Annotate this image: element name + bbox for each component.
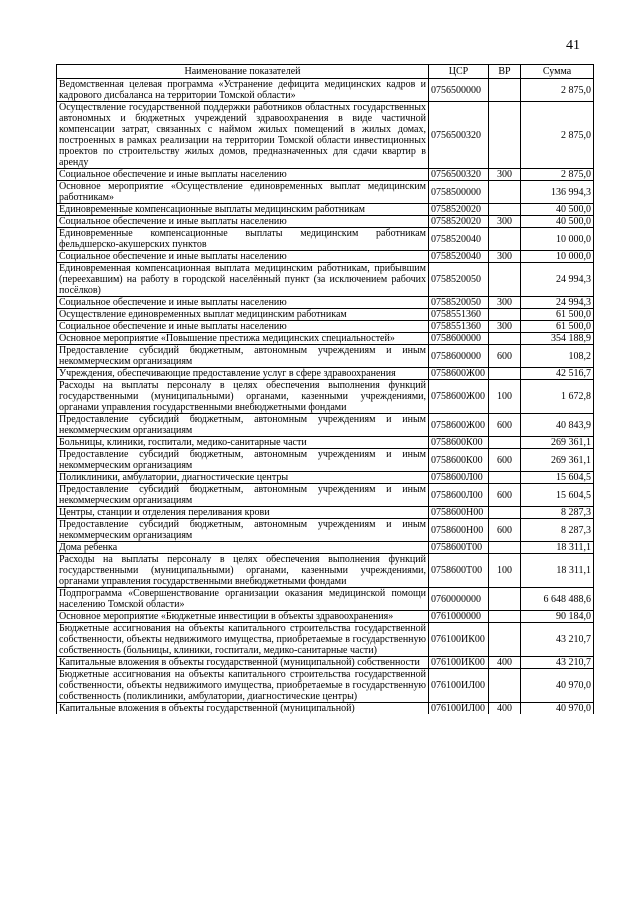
cell-csr: 0758520020 [429, 216, 489, 228]
cell-name: Основное мероприятие «Повышение престижа медицинских специальностей» [57, 333, 429, 345]
table-row [57, 297, 594, 309]
cell-name: Предоставление субсидий бюджетным, автономным учреждениям и иным некоммерческим организациям [57, 484, 429, 507]
cell-vr: 600 [489, 345, 521, 368]
cell-csr: 0758600Л00 [429, 484, 489, 507]
cell-csr: 0758600000 [429, 333, 489, 345]
cell-csr: 0758600К00 [429, 437, 489, 449]
cell-sum: 2 875,0 [521, 102, 594, 169]
cell-vr: 300 [489, 321, 521, 333]
cell-name: Дома ребенка [57, 542, 429, 554]
cell-sum: 90 184,0 [521, 611, 594, 623]
cell-vr [489, 437, 521, 449]
cell-vr [489, 309, 521, 321]
cell-name: Расходы на выплаты персоналу в целях обеспечения выполнения функций государственными (муниципальными) органами, казенными учреждениями, органами управления государственными внебюджетными фондами [57, 554, 429, 588]
table-row [57, 309, 594, 321]
cell-csr: 0758600К00 [429, 449, 489, 472]
table-row [57, 228, 594, 251]
table-row [57, 79, 594, 102]
cell-name: Предоставление субсидий бюджетным, автономным учреждениям и иным некоммерческим организациям [57, 414, 429, 437]
cell-csr: 0756500320 [429, 102, 489, 169]
cell-vr: 600 [489, 414, 521, 437]
cell-sum: 61 500,0 [521, 321, 594, 333]
table-row [57, 263, 594, 297]
cell-vr: 600 [489, 449, 521, 472]
cell-sum: 40 970,0 [521, 703, 594, 715]
cell-csr: 0758600Ж00 [429, 380, 489, 414]
cell-vr: 600 [489, 519, 521, 542]
cell-csr: 0758520020 [429, 204, 489, 216]
table-row [57, 554, 594, 588]
cell-csr: 0758551360 [429, 309, 489, 321]
table-row [57, 204, 594, 216]
header-row [57, 65, 594, 79]
cell-name: Предоставление субсидий бюджетным, автономным учреждениям и иным некоммерческим организациям [57, 519, 429, 542]
table-row [57, 623, 594, 657]
header-vr: ВР [489, 65, 521, 79]
page-number: 41 [566, 38, 580, 53]
cell-vr [489, 542, 521, 554]
cell-csr: 0758600Л00 [429, 472, 489, 484]
table-row [57, 449, 594, 472]
cell-csr: 0758600Ж00 [429, 414, 489, 437]
table-row [57, 181, 594, 204]
cell-sum: 24 994,3 [521, 263, 594, 297]
cell-vr [489, 204, 521, 216]
table-body [57, 79, 594, 715]
table-row [57, 472, 594, 484]
cell-sum: 269 361,1 [521, 449, 594, 472]
cell-name: Основное мероприятие «Осуществление единовременных выплат медицинским работникам» [57, 181, 429, 204]
cell-vr: 600 [489, 484, 521, 507]
cell-csr: 076100ИЛ00 [429, 703, 489, 715]
cell-vr [489, 588, 521, 611]
cell-name: Единовременная компенсационная выплата медицинским работникам, прибывшим (переехавшим) на работу в городской населённый пункт (за исключением рабочих посёлков) [57, 263, 429, 297]
table-row [57, 484, 594, 507]
cell-csr: 0758600Ж00 [429, 368, 489, 380]
table-row [57, 380, 594, 414]
cell-vr: 100 [489, 554, 521, 588]
cell-sum: 2 875,0 [521, 79, 594, 102]
cell-sum: 43 210,7 [521, 657, 594, 669]
table-row [57, 437, 594, 449]
cell-name: Подпрограмма «Совершенствование организации оказания медицинской помощи населению Томской области» [57, 588, 429, 611]
cell-sum: 8 287,3 [521, 519, 594, 542]
cell-vr [489, 611, 521, 623]
cell-name: Единовременные компенсационные выплаты медицинским работникам [57, 204, 429, 216]
table-row [57, 321, 594, 333]
cell-csr: 0758520050 [429, 263, 489, 297]
cell-csr: 0758600Т00 [429, 542, 489, 554]
cell-sum: 136 994,3 [521, 181, 594, 204]
table-row [57, 368, 594, 380]
cell-sum: 43 210,7 [521, 623, 594, 657]
cell-sum: 18 311,1 [521, 542, 594, 554]
cell-name: Предоставление субсидий бюджетным, автономным учреждениям и иным некоммерческим организациям [57, 449, 429, 472]
cell-sum: 108,2 [521, 345, 594, 368]
cell-name: Социальное обеспечение и иные выплаты населению [57, 251, 429, 263]
table-row [57, 519, 594, 542]
cell-name: Капитальные вложения в объекты государственной (муниципальной) собственности [57, 657, 429, 669]
cell-vr [489, 472, 521, 484]
cell-vr: 400 [489, 703, 521, 715]
cell-sum: 40 970,0 [521, 669, 594, 703]
cell-csr: 0756500320 [429, 169, 489, 181]
cell-sum: 2 875,0 [521, 169, 594, 181]
cell-name: Поликлиники, амбулатории, диагностические центры [57, 472, 429, 484]
table-row [57, 611, 594, 623]
cell-sum: 15 604,5 [521, 484, 594, 507]
cell-vr: 400 [489, 657, 521, 669]
cell-csr: 0758500000 [429, 181, 489, 204]
cell-name: Единовременные компенсационные выплаты медицинским работникам фельдшерско-акушерских пунктов [57, 228, 429, 251]
cell-sum: 40 500,0 [521, 204, 594, 216]
cell-name: Основное мероприятие «Бюджетные инвестиции в объекты здравоохранения» [57, 611, 429, 623]
cell-vr [489, 263, 521, 297]
table-row [57, 703, 594, 715]
cell-csr: 076100ИЛ00 [429, 669, 489, 703]
cell-csr: 0758600000 [429, 345, 489, 368]
cell-name: Бюджетные ассигнования на объекты капитального строительства государственной собственности, объекты недвижимого имущества, приобретаемые в государственную собственность (поликлиники, амбулатории, диагностические центры) [57, 669, 429, 703]
cell-vr [489, 507, 521, 519]
cell-vr [489, 102, 521, 169]
cell-sum: 18 311,1 [521, 554, 594, 588]
cell-sum: 8 287,3 [521, 507, 594, 519]
cell-sum: 269 361,1 [521, 437, 594, 449]
cell-sum: 40 500,0 [521, 216, 594, 228]
header-name: Наименование показателей [57, 65, 429, 79]
table-row [57, 102, 594, 169]
cell-csr: 076100ИК00 [429, 657, 489, 669]
cell-name: Социальное обеспечение и иные выплаты населению [57, 169, 429, 181]
cell-vr [489, 181, 521, 204]
cell-name: Учреждения, обеспечивающие предоставление услуг в сфере здравоохранения [57, 368, 429, 380]
cell-vr: 300 [489, 216, 521, 228]
cell-csr: 0758600Т00 [429, 554, 489, 588]
cell-name: Центры, станции и отделения переливания крови [57, 507, 429, 519]
cell-name: Бюджетные ассигнования на объекты капитального строительства государственной собственности, объекты недвижимого имущества, приобретаемые в государственную собственность (больницы, клиники, госпитали, медико-санитарные части) [57, 623, 429, 657]
table-row [57, 657, 594, 669]
table-row [57, 216, 594, 228]
cell-sum: 42 516,7 [521, 368, 594, 380]
cell-sum: 61 500,0 [521, 309, 594, 321]
cell-name: Социальное обеспечение и иные выплаты населению [57, 321, 429, 333]
table-row [57, 169, 594, 181]
table-row [57, 251, 594, 263]
table-row [57, 669, 594, 703]
cell-name: Ведомственная целевая программа «Устранение дефицита медицинских кадров и кадрового дисбаланса на территории Томской области» [57, 79, 429, 102]
cell-name: Социальное обеспечение и иные выплаты населению [57, 297, 429, 309]
cell-csr: 0758520040 [429, 228, 489, 251]
cell-name: Капитальные вложения в объекты государственной (муниципальной) [57, 703, 429, 715]
cell-vr: 300 [489, 297, 521, 309]
cell-csr: 0758600Н00 [429, 507, 489, 519]
cell-sum: 1 672,8 [521, 380, 594, 414]
cell-name: Осуществление единовременных выплат медицинским работникам [57, 309, 429, 321]
table-header [57, 65, 594, 79]
cell-sum: 10 000,0 [521, 228, 594, 251]
cell-vr [489, 623, 521, 657]
cell-csr: 0758600Н00 [429, 519, 489, 542]
cell-csr: 076100ИК00 [429, 623, 489, 657]
cell-csr: 0758520040 [429, 251, 489, 263]
cell-name: Осуществление государственной поддержки работников областных государственных автономных и бюджетных учреждений здравоохранения в виде частичной компенсации затрат, связанных с наймом жилых помещений в жилых домах, построенных в рамках реализации на территории Томской области инвестиционных проектов по строительству жилых домов, предназначенных для сдачи квартир в аренду [57, 102, 429, 169]
table-row [57, 345, 594, 368]
cell-csr: 0758520050 [429, 297, 489, 309]
cell-sum: 354 188,9 [521, 333, 594, 345]
table-row [57, 333, 594, 345]
cell-csr: 0758551360 [429, 321, 489, 333]
cell-vr: 300 [489, 251, 521, 263]
cell-vr [489, 669, 521, 703]
cell-name: Больницы, клиники, госпитали, медико-санитарные части [57, 437, 429, 449]
cell-vr: 100 [489, 380, 521, 414]
cell-csr: 0760000000 [429, 588, 489, 611]
cell-csr: 0756500000 [429, 79, 489, 102]
cell-sum: 24 994,3 [521, 297, 594, 309]
table-row [57, 588, 594, 611]
cell-sum: 40 843,9 [521, 414, 594, 437]
cell-vr: 300 [489, 169, 521, 181]
cell-name: Расходы на выплаты персоналу в целях обеспечения выполнения функций государственными (муниципальными) органами, казенными учреждениями, органами управления государственными внебюджетными фондами [57, 380, 429, 414]
table-row [57, 507, 594, 519]
cell-name: Предоставление субсидий бюджетным, автономным учреждениям и иным некоммерческим организациям [57, 345, 429, 368]
cell-vr [489, 79, 521, 102]
cell-sum: 15 604,5 [521, 472, 594, 484]
budget-table [56, 64, 594, 714]
cell-vr [489, 368, 521, 380]
cell-vr [489, 333, 521, 345]
cell-sum: 10 000,0 [521, 251, 594, 263]
table-row [57, 414, 594, 437]
table-row [57, 542, 594, 554]
header-sum: Сумма [521, 65, 594, 79]
cell-vr [489, 228, 521, 251]
cell-name: Социальное обеспечение и иные выплаты населению [57, 216, 429, 228]
cell-sum: 6 648 488,6 [521, 588, 594, 611]
cell-csr: 0761000000 [429, 611, 489, 623]
header-csr: ЦСР [429, 65, 489, 79]
